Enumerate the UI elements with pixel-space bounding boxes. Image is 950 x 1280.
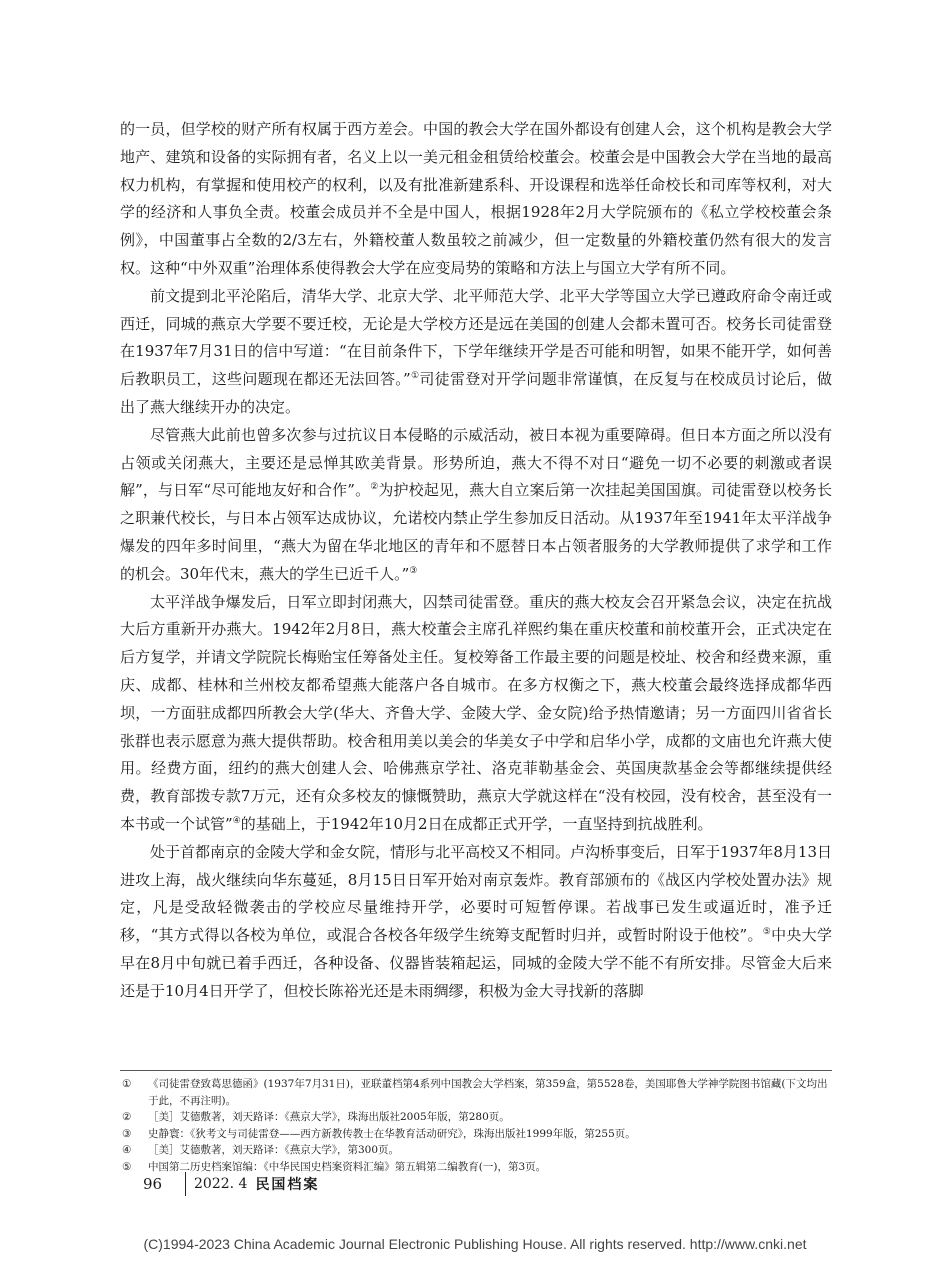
paragraph — [120, 283, 832, 422]
footer-divider — [185, 1172, 186, 1196]
footnote-number: ⑤ — [122, 1160, 132, 1173]
footnote-divider — [120, 1070, 832, 1071]
footnote-number: ④ — [122, 1144, 132, 1156]
copyright-notice: (C)1994-2023 China Academic Journal Electronic Publishing House. All rights reserved. http://www.cnki.net — [143, 1236, 807, 1252]
footnote-text: 中国第二历史档案馆编：《中华民国史档案资料汇编》第五辑第二编教育(一)，第3页。 — [148, 1160, 547, 1173]
footnote-ref[interactable]: ① — [410, 371, 420, 382]
footnote-ref[interactable]: ② — [370, 482, 379, 493]
footnote-ref[interactable]: ⑤ — [762, 927, 772, 938]
footnote-number: ① — [122, 1078, 132, 1090]
footnote — [120, 1076, 832, 1109]
footnote-ref[interactable]: ③ — [409, 565, 418, 576]
footnote-text: ［美］艾德敷著，刘天路译：《燕京大学》，第300页。 — [148, 1144, 400, 1156]
paragraph-text: 司徒雷登对开学问题非常谨慎，在反复与在校成员讨论后，做出了燕大继续开办的决定。 — [120, 370, 832, 416]
paragraph — [120, 422, 832, 589]
issue-number: 2022. 4 — [194, 1176, 248, 1192]
footnote-text: 《司徒雷登致葛思德函》(1937年7月31日)，亚联董档第4系列中国教会大学档案，第359盒，第5528卷，美国耶鲁大学神学院图书馆藏(下文均出于此，不再注明)。 — [148, 1078, 828, 1107]
paragraph — [120, 839, 832, 1006]
footnote — [120, 1142, 832, 1159]
paragraph — [120, 116, 832, 283]
paragraph-text: 处于首都南京的金陵大学和金女院，情形与北平高校又不相同。卢沟桥事变后，日军于1937年8月13日进攻上海，战火继续向华东蔓延，8月15日日军开始对南京轰炸。教育部颁布的《战区内学校处置办法》规定，凡是受敌轻微袭击的学校应尽量维持开学，必要时可短暂停课。若战事已发生或逼近时，准予迁移，“其方式得以各校为单位，或混合各校各年级学生统筹支配暂时归并，或暂时附设于他校”。 — [120, 842, 832, 945]
paragraph-text: 中央大学早在8月中旬就已着手西迁，各种设备、仪器皆装箱起运，同城的金陵大学不能不有所安排。尽管金大后来还是于10月4日开学了，但校长陈裕光还是未雨绸缪，积极为金大寻找新的落脚 — [120, 926, 832, 1000]
footnotes — [120, 1076, 832, 1175]
footnote-ref[interactable]: ④ — [232, 815, 241, 826]
paragraph-text: 尽管燕大此前也曾多次参与过抗议日本侵略的示威活动，被日本视为重要障碍。但日本方面之所以没有占领或关闭燕大，主要还是忌惮其欧美背景。形势所迫，燕大不得不对日“避免一切不必要的刺激或者误解”，与日军“尽可能地友好和合作”。 — [120, 425, 832, 500]
article-body — [120, 116, 832, 1006]
paragraph-text: 前文提到北平沦陷后，清华大学、北京大学、北平师范大学、北平大学等国立大学已遵政府命令南迁或西迁，同城的燕京大学要不要迁校，无论是大学校方还是远在美国的创建人会都未置可否。校务长司徒雷登在1937年7月31日的信中写道：“在目前条件下，下学年继续开学是否可能和明智，如果不能开学，如何善后教职员工，这些问题现在都还无法回答。” — [120, 286, 832, 389]
paragraph-text: 太平洋战争爆发后，日军立即封闭燕大，囚禁司徒雷登。重庆的燕大校友会召开紧急会议，决定在抗战大后方重新开办燕大。1942年2月8日，燕大校董会主席孔祥熙约集在重庆校董和前校董开会，正式决定在后方复学，并请文学院院长梅贻宝任筹备处主任。复校筹备工作最主要的问题是校址、校舍和经费来源，重庆、成都、桂林和兰州校友都希望燕大能落户各自城市。在多方权衡之下，燕大校董会最终选择成都华西坝，一方面驻成都四所教会大学(华大、齐鲁大学、金陵大学、金女院)给予热情邀请；另一方面四川省省长张群也表示愿意为燕大提供帮助。校舍租用美以美会的华美女子中学和启华小学，成都的文庙也允许燕大使用。经费方面，纽约的燕大创建人会、哈佛燕京学社、洛克菲勒基金会、英国庚款基金会等都继续提供经费，教育部拨专款7万元，还有众多校友的慷慨赞助，燕京大学就这样在“没有校园，没有校舍，甚至没有一本书或一个试管” — [120, 592, 832, 833]
paragraph-text: 的一员，但学校的财产所有权属于西方差会。中国的教会大学在国外都设有创建人会，这个机构是教会大学地产、建筑和设备的实际拥有者，名义上以一美元租金租赁给校董会。校董会是中国教会大学在当地的最高权力机构，有掌握和使用校产的权利，以及有批准新建系科、开设课程和选举任命校长和司库等权利，对大学的经济和人事负全责。校董会成员并不全是中国人，根据1928年2月大学院颁布的《私立学校校董会条例》，中国董事占全数的2/3左右，外籍校董人数虽较之前减少，但一定数量的外籍校董仍然有很大的发言权。这种“中外双重”治理体系使得教会大学在应变局势的策略和方法上与国立大学有所不同。 — [120, 120, 832, 277]
footnote-number: ③ — [122, 1127, 132, 1140]
footnote — [120, 1126, 832, 1143]
footnote-text: 史静寰：《狄考文与司徒雷登——西方新教传教士在华教育活动研究》，珠海出版社1999年版，第255页。 — [148, 1127, 636, 1140]
paragraph-text: 的基础上，于1942年10月2日在成都正式开学，一直坚持到抗战胜利。 — [240, 814, 713, 833]
page-number: 96 — [143, 1175, 163, 1193]
footnote-text: ［美］艾德敷著，刘天路译：《燕京大学》，珠海出版社2005年版，第280页。 — [148, 1111, 510, 1123]
paragraph — [120, 589, 832, 839]
journal-title: 民国档案 — [255, 1177, 320, 1193]
footnote — [120, 1109, 832, 1126]
paragraph-text: 为护校起见，燕大自立案后第一次挂起美国国旗。司徒雷登以校务长之职兼代校长，与日本占领军达成协议，允诺校内禁止学生参加反日活动。从1937年至1941年太平洋战争爆发的四年多时间里，“燕大为留在华北地区的青年和不愿替日本占领者服务的大学教师提供了求学和工作的机会。30年代末，燕大的学生已近千人。” — [120, 481, 832, 583]
footnote-number: ② — [122, 1111, 132, 1123]
page-footer — [143, 1172, 319, 1196]
